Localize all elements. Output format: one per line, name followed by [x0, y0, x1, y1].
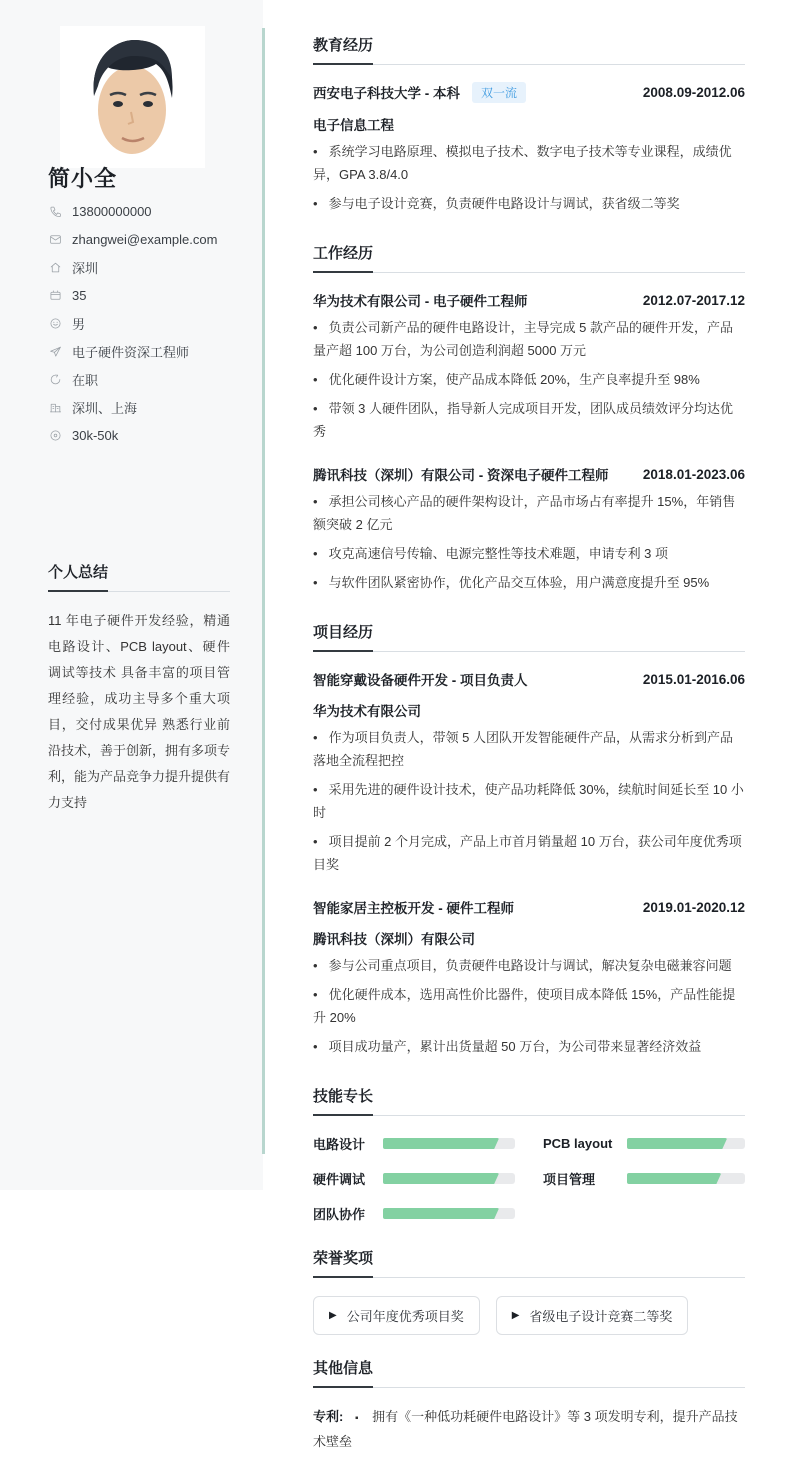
- projects-section: [313, 623, 745, 1058]
- building-icon: [48, 400, 62, 414]
- other-title-rule: [313, 1359, 745, 1388]
- work-bullet: • 承担公司核心产品的硬件架构设计，产品市场占有率提升 15%，年销售额突破 2 亿元: [313, 490, 745, 536]
- work-entry-2-date: 2018.01-2023.06: [642, 466, 745, 482]
- work-entry-1-bullets: [313, 316, 745, 443]
- skill-bar-fill: [627, 1138, 727, 1149]
- project-entry-1-bullets: [313, 726, 745, 876]
- work-bullet: • 负责公司新产品的硬件电路设计，主导完成 5 款产品的硬件开发，产品量产超 100 万台，为公司创造利润超 5000 万元: [313, 316, 745, 362]
- projects-title-rule: [313, 623, 745, 652]
- honor-chip-2: [496, 1296, 689, 1335]
- play-icon: ▶: [511, 1310, 520, 1321]
- skill-pcb-layout: [543, 1134, 745, 1153]
- skill-label: 电路设计: [313, 1137, 366, 1152]
- school-badge: 双一流: [472, 82, 526, 103]
- play-icon: ▶: [329, 1310, 337, 1321]
- skills-grid: [313, 1134, 745, 1223]
- contact-location-value: 深圳: [72, 260, 99, 276]
- work-entry-1-title: 华为技术有限公司 - 电子硬件工程师: [313, 294, 528, 309]
- other-title: 其他信息: [313, 1359, 373, 1388]
- skill-bar-fill: [627, 1173, 721, 1184]
- skill-bar-track: [627, 1173, 745, 1184]
- project-entry-2-head: [313, 897, 745, 917]
- gender-icon: [48, 316, 62, 330]
- skill-label: 项目管理: [543, 1172, 596, 1187]
- project-entry-1-date: 2015.01-2016.06: [642, 671, 745, 687]
- patent-line: [313, 1405, 745, 1453]
- contact-cities-value: 深圳、上海: [72, 400, 138, 416]
- contact-phone: [48, 203, 238, 219]
- work-entry-1: [313, 290, 745, 443]
- summary-section: [48, 563, 230, 816]
- skill-bar-track: [383, 1208, 515, 1219]
- patent-text: 拥有《一种低功耗硬件电路设计》等 3 项发明专利，提升产品技术壁垒: [313, 1409, 738, 1449]
- education-title: 教育经历: [313, 36, 373, 65]
- contact-cities: [48, 399, 238, 415]
- honor-chip-2-label: 省级电子设计竞赛二等奖: [529, 1309, 673, 1324]
- profile-photo-graphic: [60, 26, 205, 168]
- sidebar-divider-line: [262, 28, 265, 1154]
- honors-section: [313, 1249, 745, 1335]
- honor-chip-1: [313, 1296, 480, 1335]
- education-section: [313, 36, 745, 215]
- contact-gender: [48, 315, 238, 331]
- project-bullet: • 优化硬件成本，选用高性价比器件，使项目成本降低 15%，产品性能提升 20%: [313, 983, 745, 1029]
- school-name: [313, 82, 526, 103]
- skill-teamwork: [313, 1204, 515, 1223]
- skills-title-rule: [313, 1087, 745, 1116]
- project-bullet: • 项目成功量产，累计出货量超 50 万台，为公司带来显著经济效益: [313, 1035, 745, 1058]
- contact-email: [48, 231, 238, 247]
- work-bullet: • 攻克高速信号传输、电源完整性等技术难题，申请专利 3 项: [313, 542, 745, 565]
- work-entry-2-head: [313, 464, 745, 484]
- home-icon: [48, 260, 62, 274]
- skill-bar-fill: [383, 1208, 499, 1219]
- patent-label: 专利:: [313, 1409, 344, 1424]
- project-bullet: • 采用先进的硬件设计技术，使产品功耗降低 30%，续航时间延长至 10 小时: [313, 778, 745, 824]
- work-bullet: • 优化硬件设计方案，使产品成本降低 20%，生产良率提升至 98%: [313, 368, 745, 391]
- paper-plane-icon: [48, 344, 62, 358]
- contact-salary-value: 30k-50k: [72, 427, 119, 443]
- summary-title: 个人总结: [48, 563, 108, 592]
- project-entry-2-date: 2019.01-2020.12: [642, 899, 745, 915]
- education-entry: [313, 82, 745, 215]
- main-content: [313, 36, 745, 1482]
- work-section: [313, 244, 745, 594]
- summary-text: 11 年电子硬件开发经验，精通电路设计、PCB layout、硬件调试等技术 具备丰富的项目管理经验，成功主导多个重大项目，交付成果优异 熟悉行业前沿技术，善于创新，拥有多项专利，能为产品竞争力提升提供有力支持: [48, 613, 231, 810]
- skills-section: [313, 1087, 745, 1223]
- contact-list: [48, 203, 238, 455]
- education-bullets: [313, 140, 745, 215]
- square-bullet: ▪: [354, 1413, 359, 1424]
- skill-label: 团队协作: [313, 1207, 366, 1222]
- honor-chips: [313, 1296, 745, 1335]
- status-icon: [48, 372, 62, 386]
- work-entry-1-head: [313, 290, 745, 310]
- summary-title-rule: [48, 563, 230, 592]
- project-entry-2-title: 智能家居主控板开发 - 硬件工程师: [313, 901, 514, 916]
- skill-circuit-design: [313, 1134, 515, 1153]
- skill-label: PCB layout: [543, 1136, 613, 1151]
- skill-bar-track: [383, 1138, 515, 1149]
- contact-age: [48, 287, 238, 303]
- project-entry-2-bullets: [313, 954, 745, 1058]
- work-title: 工作经历: [313, 244, 373, 273]
- work-bullet: • 带领 3 人硬件团队，指导新人完成项目开发，团队成员绩效评分均达优秀: [313, 397, 745, 443]
- work-entry-2: [313, 464, 745, 594]
- contact-gender-value: 男: [72, 316, 86, 332]
- profile-photo: [60, 26, 205, 168]
- contact-email-value: zhangwei@example.com: [72, 231, 218, 247]
- skill-bar-track: [627, 1138, 745, 1149]
- contact-job-title-value: 电子硬件资深工程师: [72, 344, 190, 360]
- work-entry-2-bullets: [313, 490, 745, 594]
- skill-empty-cell: [543, 1204, 745, 1223]
- work-bullet: • 与软件团队紧密协作，优化产品交互体验，用户满意度提升至 95%: [313, 571, 745, 594]
- candidate-name: 简小全: [48, 166, 118, 191]
- education-title-rule: [313, 36, 745, 65]
- education-major: 电子信息工程: [313, 118, 394, 133]
- skill-bar-fill: [383, 1173, 499, 1184]
- skill-project-management: [543, 1169, 745, 1188]
- project-bullet: • 作为项目负责人，带领 5 人团队开发智能硬件产品，从需求分析到产品落地全流程把控: [313, 726, 745, 772]
- contact-status-value: 在职: [72, 372, 99, 388]
- projects-title: 项目经历: [313, 623, 373, 652]
- target-icon: [48, 428, 62, 442]
- skill-hardware-debug: [313, 1169, 515, 1188]
- work-entry-2-title: 腾讯科技（深圳）有限公司 - 资深电子硬件工程师: [313, 468, 609, 483]
- education-date: 2008.09-2012.06: [642, 85, 745, 100]
- contact-age-value: 35: [72, 287, 87, 303]
- project-entry-1-head: [313, 669, 745, 689]
- contact-salary: [48, 427, 238, 443]
- honor-chip-1-label: 公司年度优秀项目奖: [346, 1309, 464, 1324]
- school-name-text: 西安电子科技大学 - 本科: [313, 86, 460, 101]
- skill-bar-track: [383, 1173, 515, 1184]
- education-entry-head: [313, 82, 745, 103]
- project-entry-2: [313, 897, 745, 1058]
- contact-location: [48, 259, 238, 275]
- contact-job-title: [48, 343, 238, 359]
- age-icon: [48, 288, 62, 302]
- project-entry-1: [313, 669, 745, 876]
- project-entry-2-company: 腾讯科技（深圳）有限公司: [313, 932, 475, 947]
- project-bullet: • 项目提前 2 个月完成，产品上市首月销量超 10 万台，获公司年度优秀项目奖: [313, 830, 745, 876]
- honors-title-rule: [313, 1249, 745, 1278]
- work-title-rule: [313, 244, 745, 273]
- work-entry-1-date: 2012.07-2017.12: [642, 292, 745, 308]
- project-bullet: • 参与公司重点项目，负责硬件电路设计与调试，解决复杂电磁兼容问题: [313, 954, 745, 977]
- skill-label: 硬件调试: [313, 1172, 366, 1187]
- phone-icon: [48, 204, 62, 218]
- skills-title: 技能专长: [313, 1087, 373, 1116]
- other-section: [313, 1359, 745, 1453]
- honors-title: 荣誉奖项: [313, 1249, 373, 1278]
- contact-phone-value: 13800000000: [72, 203, 152, 219]
- contact-status: [48, 371, 238, 387]
- sidebar: [0, 0, 263, 1190]
- skill-bar-fill: [383, 1138, 499, 1149]
- mail-icon: [48, 232, 62, 246]
- education-bullet: • 系统学习电路原理、模拟电子技术、数字电子技术等专业课程，成绩优异，GPA 3.8/4.0: [313, 140, 745, 186]
- education-bullet: • 参与电子设计竞赛，负责硬件电路设计与调试，获省级二等奖: [313, 192, 745, 215]
- project-entry-1-title: 智能穿戴设备硬件开发 - 项目负责人: [313, 673, 528, 688]
- project-entry-1-company: 华为技术有限公司: [313, 704, 421, 719]
